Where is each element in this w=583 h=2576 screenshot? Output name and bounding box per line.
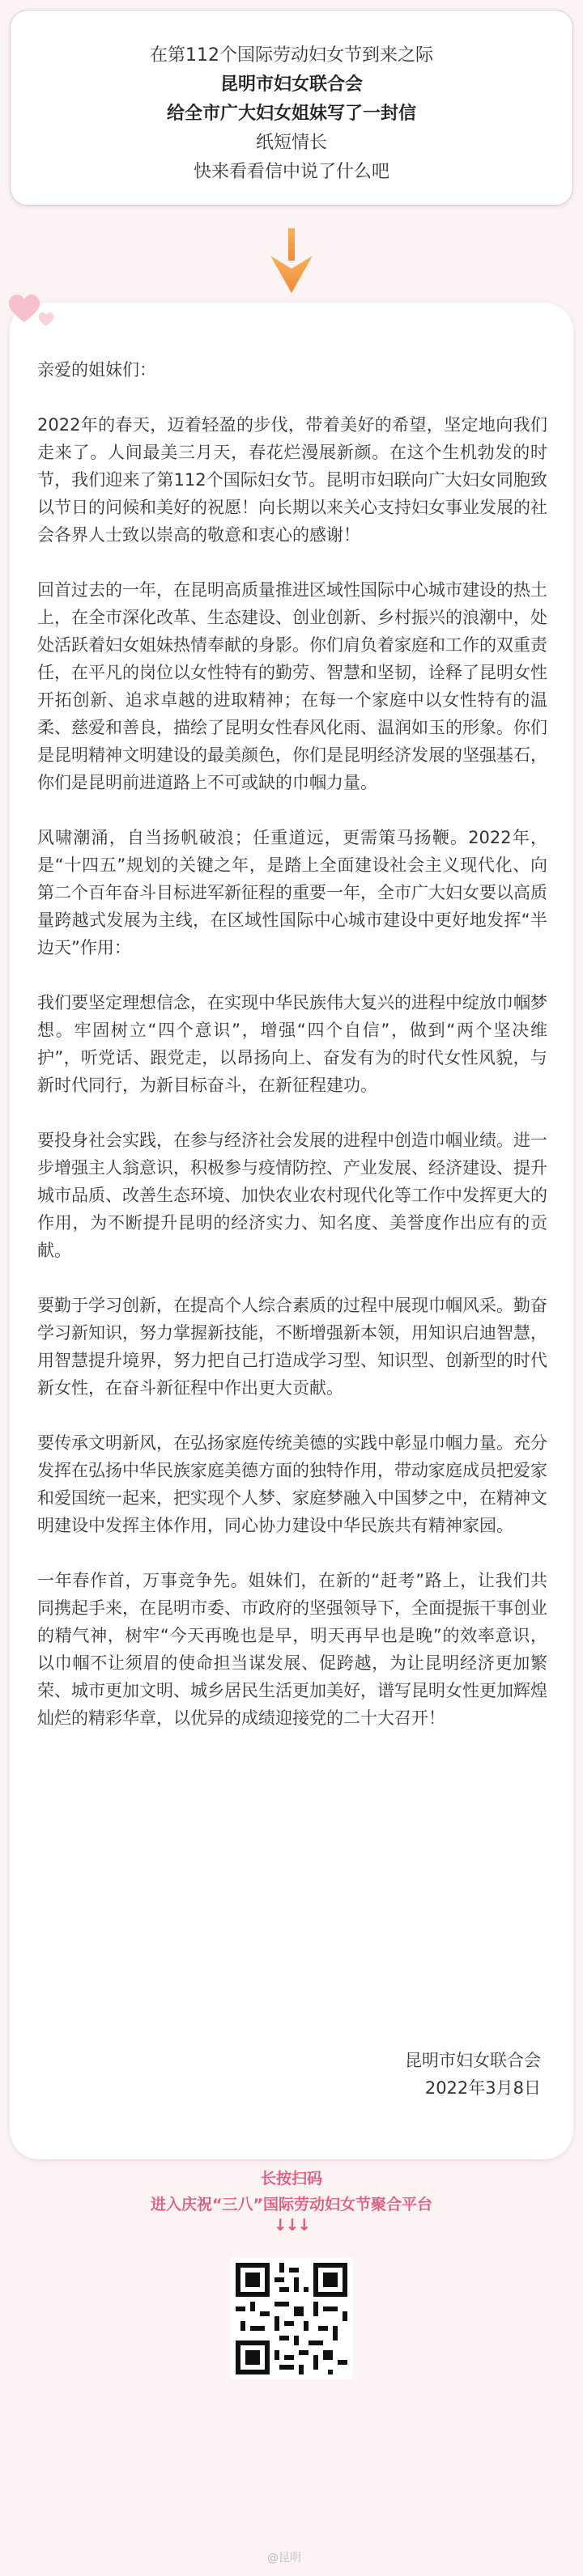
- intro-line-4: 纸短情长: [255, 133, 327, 153]
- promo-block: [0, 2166, 583, 2232]
- letter-card: [10, 303, 573, 2159]
- intro-line-1: 在第112个国际劳动妇女节到来之际: [150, 45, 433, 66]
- intro-letter-title: 给全市广大妇女姐妹写了一封信: [166, 104, 416, 124]
- letter-greeting: 亲爱的姐妹们：: [37, 360, 156, 380]
- letter-date: 2022年3月8日: [424, 2078, 541, 2098]
- intro-line-5: 快来看看信中说了什么吧: [193, 162, 389, 182]
- letter-body: [37, 356, 547, 1759]
- small-heart-icon: [37, 311, 55, 327]
- letter-paragraph: 要投身社会实践，在参与经济社会发展的进程中创造巾帼业绩。进一步增强主人翁意识，积极参与疫情防控、产业发展、经济建设、提升城市品质、改善生态环境、加快农业农村现代化等工作中发挥更大的作用，为不断提升昆明的经济实力、知名度、美誉度作出应有的贡献。: [37, 1131, 547, 1260]
- promo-platform-label: 进入庆祝“三八”国际劳动妇女节聚合平台: [151, 2196, 432, 2213]
- letter-paragraph: 要传承文明新风，在弘扬家庭传统美德的实践中彰显巾帼力量。充分发挥在弘扬中华民族家庭美德方面的独特作用，带动家庭成员把爱家和爱国统一起来，把实现个人梦、家庭梦融入中国梦之中，在精神文明建设中发挥主体作用，同心协力建设中华民族共有精神家园。: [37, 1433, 547, 1535]
- letter-signature: 昆明市妇女联合会: [405, 2051, 541, 2070]
- letter-paragraph: 回首过去的一年，在昆明高质量推进区域性国际中心城市建设的热土上，在全市深化改革、生态建设、创业创新、乡村振兴的浪潮中，处处活跃着妇女姐妹热情奉献的身影。你们肩负着家庭和工作的双重责任，在平凡的岗位以女性特有的勤劳、智慧和坚韧，诠释了昆明女性开拓创新、追求卓越的进取精神；在每一个家庭中以女性特有的温柔、慈爱和善良，描绘了昆明女性春风化雨、温润如玉的形象。你们是昆明精神文明建设的最美颜色，你们是昆明经济发展的坚强基石，你们是昆明前进道路上不可或缺的巾帼力量。: [37, 580, 547, 792]
- letter-paragraph: 要勤于学习创新，在提高个人综合素质的过程中展现巾帼风采。勤奋学习新知识，努力掌握新技能，不断增强新本领，用知识启迪智慧，用智慧提升境界，努力把自己打造成学习型、知识型、创新型的时代新女性，在奋斗新征程中作出更大贡献。: [37, 1296, 547, 1398]
- intro-card: [10, 10, 573, 206]
- qr-code[interactable]: [231, 2258, 352, 2379]
- down-arrow-icon: [267, 228, 316, 301]
- letter-paragraph: 风啸潮涌，自当扬帆破浪；任重道远，更需策马扬鞭。2022年，是“十四五”规划的关键之年，是踏上全面建设社会主义现代化、向第二个百年奋斗目标进军新征程的重要一年，全市广大妇女要以高质量跨越式发展为主线，在区域性国际中心城市建设中更好地发挥“半边天”作用：: [37, 828, 547, 957]
- letter-signature-block: [405, 2047, 541, 2102]
- promo-down-arrows-icon: ↓↓↓: [273, 2215, 310, 2234]
- letter-paragraph: 2022年的春天，迈着轻盈的步伐，带着美好的希望，坚定地向我们走来了。人间最美三月天，春花烂漫展新颜。在这个生机勃发的时节，我们迎来了第112个国际妇女节。昆明市妇联向广大妇女同胞致以节日的问候和美好的祝愿！向长期以来关心支持妇女事业发展的社会各界人士致以崇高的敬意和衷心的感谢！: [37, 415, 547, 545]
- watermark-text: @昆明: [267, 2552, 301, 2565]
- intro-org-name: 昆明市妇女联合会: [219, 74, 363, 95]
- letter-paragraph: 我们要坚定理想信念，在实现中华民族伟大复兴的进程中绽放巾帼梦想。牢固树立“四个意识”，增强“四个自信”，做到“两个坚决维护”，听党话、跟党走，以昂扬向上、奋发有为的时代女性风貌，与新时代同行，为新目标奋斗，在新征程建功。: [37, 993, 547, 1095]
- letter-paragraph: 一年春作首，万事竞争先。姐妹们，在新的“赶考”路上，让我们共同携起手来，在昆明市委、市政府的坚强领导下，全面提振干事创业的精气神，树牢“今天再晚也是早，明天再早也是晚”的效率意识，以巾帼不让须眉的使命担当谋发展、促跨越，为让昆明经济更加繁荣、城市更加文明、城乡居民生活更加美好，谱写昆明女性更加辉煌灿烂的精彩华章，以优异的成绩迎接党的二十大召开！: [37, 1571, 547, 1728]
- promo-scan-label: 长按扫码: [260, 2170, 322, 2188]
